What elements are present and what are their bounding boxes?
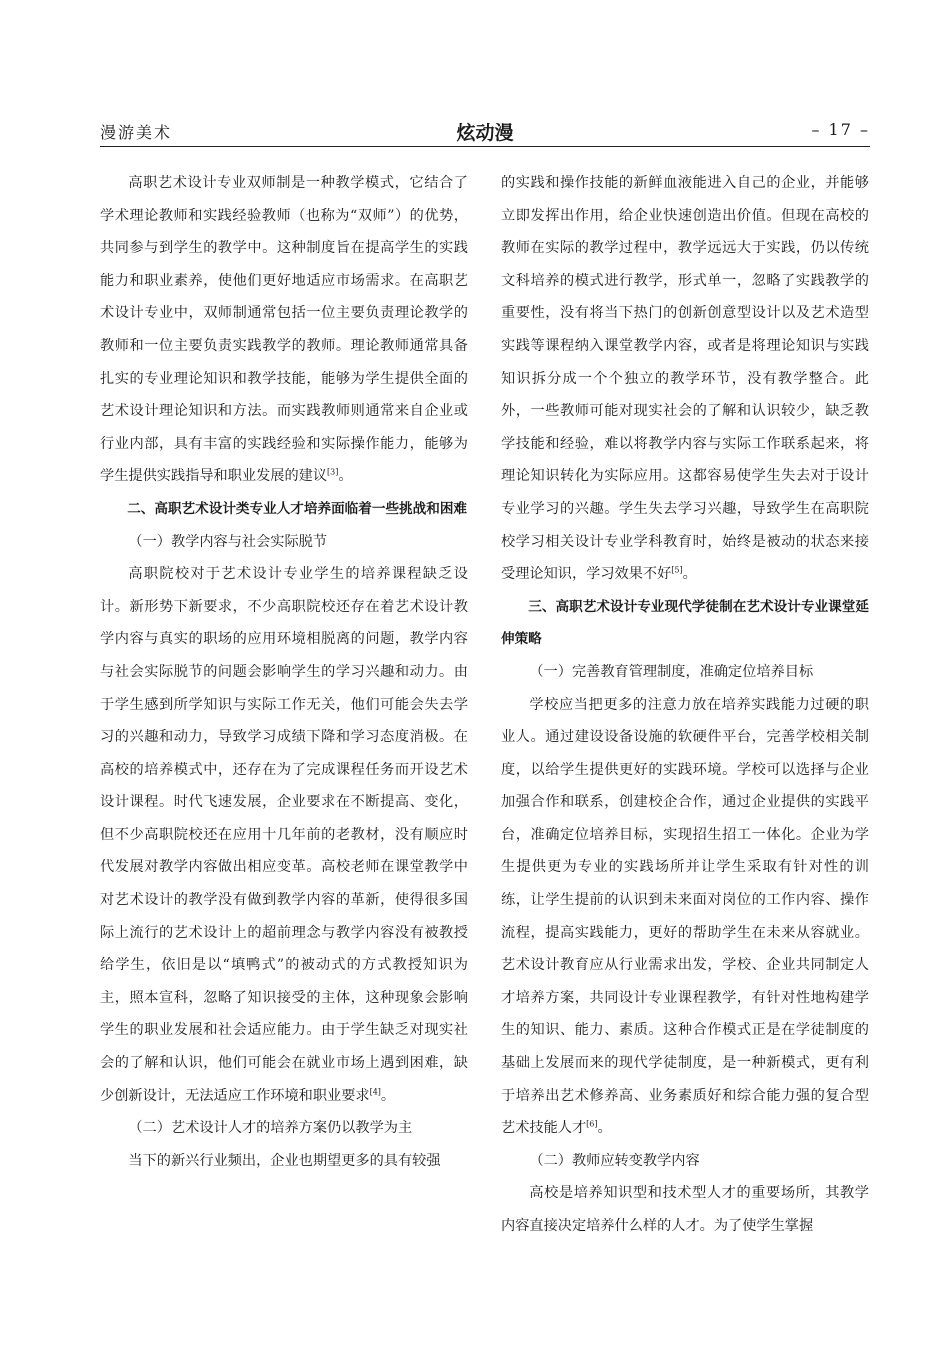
citation: [6] <box>586 1119 598 1129</box>
citation: [4] <box>369 1086 381 1096</box>
right-column <box>501 167 869 1243</box>
page-header <box>100 118 870 148</box>
section-heading: 二、高职艺术设计类专业人才培养面临着一些挑战和困难 <box>127 500 468 517</box>
subsection-heading: （一）完善教育管理制度，准确定位培养目标 <box>529 663 814 680</box>
page-number: – 17 – <box>811 120 870 139</box>
subsection-heading: （二）艺术设计人才的培养方案仍以教学为主 <box>128 1120 413 1137</box>
section-heading: 三、高职艺术设计专业现代学徒制在艺术设计专业课堂延伸策略 <box>501 598 869 648</box>
subsection-heading: （二）教师应转变教学内容 <box>529 1152 700 1169</box>
paragraph: 高职艺术设计专业双师制是一种教学模式，它结合了学术理论教师和实践经验教师（也称为“双师”）的优势，共同参与到学生的教学中。这种制度旨在提高学生的实践能力和职业素养，使他们更好地适应市场需求。在高职艺术设计专业中，双师制通常包括一位主要负责理论教学的教师和一位主要负责实践教学的教师。理论教师通常具备扎实的专业理论知识和教学技能，能够为学生提供全面的艺术设计理论知识和方法。而实践教师则通常来自企业或行业内部，具有丰富的实践经验和实际操作能力，能够为学生提供实践指导和职业发展的建议[3]。 <box>100 175 468 485</box>
subsection-heading: （一）教学内容与社会实际脱节 <box>128 533 328 550</box>
journal-name: 漫游美术 <box>100 123 173 142</box>
paragraph: 学校应当把更多的注意力放在培养实践能力过硬的职业人。通过建设设备设施的软硬件平台，完善学校相关制度，以给学生提供更好的实践环境。学校可以选择与企业加强合作和联系，创建校企合作，通过企业提供的实践平台，准确定位培养目标，实现招生招工一体化。企业为学生提供更为专业的实践场所并让学生采取有针对性的训练，让学生提前的认识到未来面对岗位的工作内容、操作流程，提高实践能力，更好的帮助学生在未来从容就业。艺术设计教育应从行业需求出发，学校、企业共同制定人才培养方案，共同设计专业课程教学，有针对性地构建学生的知识、能力、素质。这种合作模式正是在学徒制度的基础上发展而来的现代学徒制度，是一种新模式，更有利于培养出艺术修养高、业务素质好和综合能力强的复合型艺术技能人才[6]。 <box>501 696 869 1137</box>
left-column <box>100 167 468 1177</box>
paragraph: 的实践和操作技能的新鲜血液能进入自己的企业，并能够立即发挥出作用，给企业快速创造出价值。但现在高校的教师在实际的教学过程中，教学远远大于实践，仍以传统文科培养的模式进行教学，形式单一，忽略了实践教学的重要性，没有将当下热门的创新创意型设计以及艺术造型实践等课程纳入课堂教学内容，或者是将理论知识与实践知识拆分成一个个独立的教学环节，没有教学整合。此外，一些教师可能对现实社会的了解和认识较少，缺乏教学技能和经验，难以将教学内容与实际工作联系起来，将理论知识转化为实际应用。这都容易使学生失去对于设计专业学习的兴趣。学生失去学习兴趣，导致学生在高职院校学习相关设计专业学科教育时，始终是被动的状态来接受理论知识，学习效果不好[5]。 <box>501 175 869 583</box>
paragraph: 高职院校对于艺术设计专业学生的培养课程缺乏设计。新形势下新要求，不少高职院校还存在着艺术设计教学内容与真实的职场的应用环境相脱离的问题，教学内容与社会实际脱节的问题会影响学生的学习兴趣和动力。由于学生感到所学知识与实际工作无关，他们可能会失去学习的兴趣和动力，导致学习成绩下降和学习态度消极。在高校的培养模式中，还存在为了完成课程任务而开设艺术设计课程。时代飞速发展，企业要求在不断提高、变化，但不少高职院校还在应用十几年前的老教材，没有顺应时代发展对教学内容做出相应变革。高校老师在课堂教学中对艺术设计的教学没有做到教学内容的革新，使得很多国际上流行的艺术设计上的超前理念与教学内容没有被教授给学生，依旧是以“填鸭式”的被动式的方式教授知识为主，照本宣科，忽略了知识接受的主体，这种现象会影响学生的职业发展和社会适应能力。由于学生缺乏对现实社会的了解和认识，他们可能会在就业市场上遇到困难，缺少创新设计，无法适应工作环境和职业要求[4]。 <box>100 566 468 1104</box>
citation: [3] <box>327 467 339 477</box>
paragraph: 高校是培养知识型和技术型人才的重要场所，其教学内容直接决定培养什么样的人才。为了使学生掌握 <box>501 1185 869 1234</box>
header-rule <box>100 146 870 147</box>
paragraph: 当下的新兴行业频出，企业也期望更多的具有较强 <box>128 1152 441 1169</box>
citation: [5] <box>671 565 683 575</box>
column-title: 炫动漫 <box>456 122 514 144</box>
